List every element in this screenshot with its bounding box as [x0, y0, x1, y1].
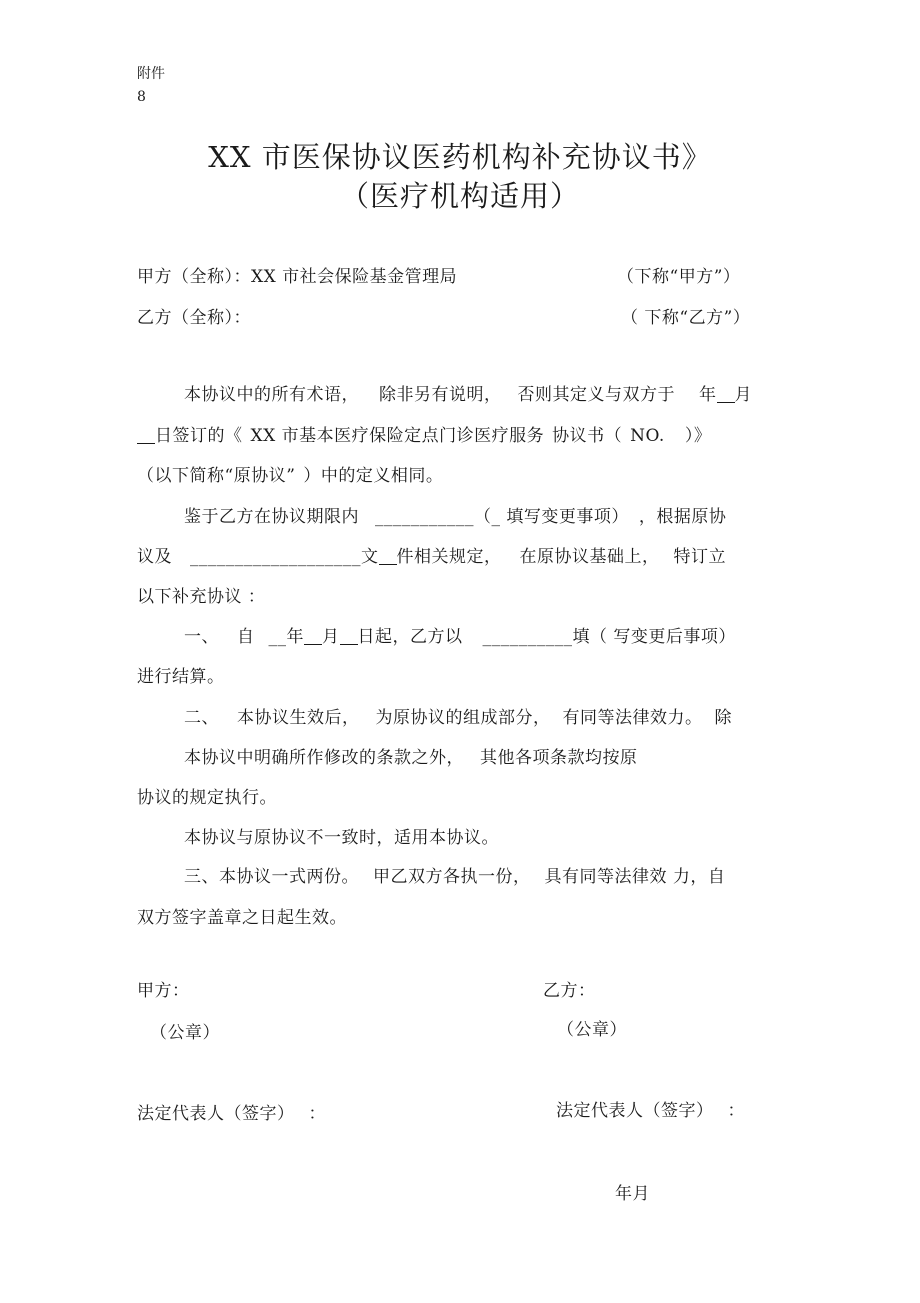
blank-line — [340, 628, 358, 645]
blank-line — [304, 628, 322, 645]
clause2-line2 — [184, 743, 638, 768]
clause3-line2: 双方签字盖章之日起生效。 — [137, 908, 347, 928]
clause1-month: 月 — [322, 627, 340, 647]
blank-line — [137, 427, 155, 444]
p2-text: （_ 填写变更事项） — [474, 507, 629, 527]
p1-text: ）中的定义相同。 — [303, 466, 444, 486]
party-a-label: 甲方（全称）： — [137, 267, 251, 287]
blank-line — [379, 548, 397, 565]
p1-line3 — [137, 461, 443, 486]
blank-line: __________ — [482, 627, 573, 647]
p1-agreement-name: XX 市基本医疗保险定点门诊医疗服务 — [250, 426, 545, 446]
clause3-text: 具有同等法律效 力，自 — [544, 867, 726, 887]
clause1-text: 填（ 写变更后事项） — [572, 627, 736, 647]
party-a-name: XX 市社会保险基金管理局 — [251, 267, 458, 287]
document-subtitle: （医疗机构适用） — [339, 179, 580, 213]
party-a-line — [137, 262, 457, 287]
p2-line3: 以下补充协议 ： — [137, 587, 266, 607]
attachment-number: 8 — [137, 89, 146, 105]
p2-line2 — [137, 542, 726, 567]
clause2-line1 — [184, 703, 732, 728]
p2-text: 件相关规定， — [396, 547, 502, 567]
party-a-alias: （下称“甲方”） — [617, 267, 741, 287]
rep-b-label: 法定代表人（签字） — [556, 1101, 714, 1121]
blank-line: ___________________ — [190, 547, 361, 567]
p2-text: ，根据原协 — [638, 507, 727, 527]
p1-line2 — [137, 421, 711, 446]
party-b-line — [137, 303, 251, 328]
clause2-text: 其他各项条款均按原 — [480, 748, 638, 768]
attachment-label: 附件 — [137, 66, 165, 82]
p1-text: （以下简称“原协议” — [137, 466, 296, 486]
clause3-text: 三、本协议一式两份。 — [184, 867, 359, 887]
rep-b-colon: ： — [727, 1101, 745, 1121]
clause2-line4: 本协议与原协议不一致时，适用本协议。 — [184, 828, 499, 848]
p2-text: 议及 — [137, 547, 172, 567]
clause2-text: 有同等法律效力。 — [562, 708, 703, 728]
p1-line1 — [184, 380, 752, 405]
party-b-seal: （公章） — [557, 1020, 627, 1040]
p2-text: 在原协议基础上， — [519, 547, 660, 567]
party-a-representative — [137, 1099, 326, 1124]
clause3-line1 — [184, 862, 725, 887]
p1-text: 除非另有说明， — [379, 385, 502, 405]
blank-line — [717, 386, 735, 403]
blank-line: ___________ — [375, 507, 474, 527]
party-b-label: 乙方（全称）： — [137, 308, 251, 328]
clause2-text: 本协议生效后， — [237, 708, 360, 728]
p1-text: 协议书（ — [552, 426, 623, 446]
p2-text: 特订立 — [673, 547, 726, 567]
clause1-text: 日起，乙方以 — [357, 627, 463, 647]
clause1-line1 — [184, 622, 736, 647]
rep-a-colon: ： — [308, 1104, 326, 1124]
p1-text: 日签订的《 — [155, 426, 243, 446]
p1-number-label: NO. — [630, 426, 665, 446]
party-b-sign-label: 乙方： — [543, 981, 596, 1001]
clause2-text: 本协议中明确所作修改的条款之外， — [184, 748, 464, 768]
party-b-representative — [556, 1096, 745, 1121]
clause1-line2: 进行结算。 — [137, 667, 225, 687]
clause-number: 二、 — [184, 708, 219, 728]
p2-text: 鉴于乙方在协议期限内 — [184, 507, 359, 527]
clause-number: 一、 — [184, 627, 219, 647]
p1-text: 否则其定义与双方于 — [517, 385, 675, 405]
sign-date: 年月 — [615, 1184, 650, 1204]
p1-month: 月 — [734, 385, 752, 405]
p2-text: 文 — [361, 547, 379, 567]
party-b-alias: （ 下称“乙方”） — [621, 308, 751, 328]
clause3-text: 甲乙双方各执一份， — [373, 867, 531, 887]
p2-line1 — [184, 502, 726, 527]
clause1-year: __年 — [268, 627, 304, 647]
p1-year: 年 — [699, 385, 717, 405]
p1-text: ）》 — [684, 426, 712, 446]
clause2-text: 除 — [714, 708, 732, 728]
p1-text: 本协议中的所有术语， — [184, 385, 359, 405]
party-a-sign-label: 甲方： — [137, 981, 190, 1001]
document-title: XX 市医保协议医药机构补充协议书》 — [208, 140, 712, 174]
party-a-seal: （公章） — [150, 1023, 220, 1043]
clause2-text: 为原协议的组成部分， — [375, 708, 551, 728]
clause2-line3: 协议的规定执行。 — [137, 788, 277, 808]
rep-a-label: 法定代表人（签字） — [137, 1104, 295, 1124]
clause1-text: 自 — [237, 627, 255, 647]
